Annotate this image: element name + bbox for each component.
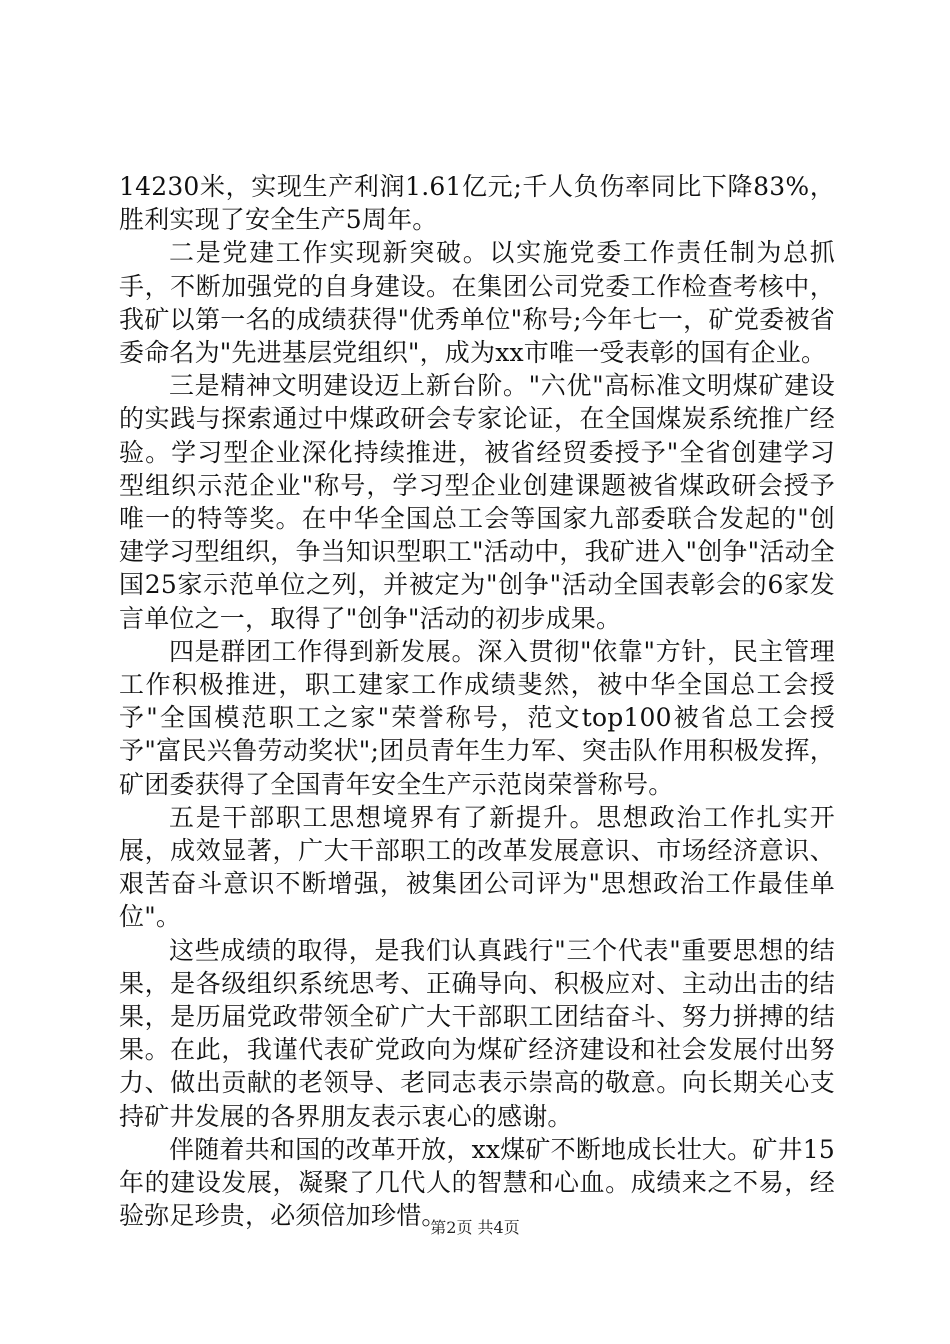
paragraph-development: 伴随着共和国的改革开放，xx煤矿不断地成长壮大。矿井15年的建设发展，凝聚了几代人的智慧和心血。成绩来之不易，经验弥足珍贵，必须倍加珍惜。 bbox=[119, 1134, 835, 1231]
paragraph-party-building: 二是党建工作实现新突破。以实施党委工作责任制为总抓手，不断加强党的自身建设。在集团公司党委工作检查考核中，我矿以第一名的成绩获得"优秀单位"称号;今年七一，矿党委被省委命名为"先进基层党组织"，成为xx市唯一受表彰的国有企业。 bbox=[119, 238, 835, 368]
paragraph-continuation: 14230米，实现生产利润1.61亿元;千人负伤率同比下降83%，胜利实现了安全生产5周年。 bbox=[119, 172, 835, 235]
paragraph-spiritual-civilization: 三是精神文明建设迈上新台阶。"六优"高标准文明煤矿建设的实践与探索通过中煤政研会专家论证，在全国煤炭系统推广经验。学习型企业深化持续推进，被省经贸委授予"全省创建学习型组织示范企业"称号，学习型企业创建课题被省煤政研会授予唯一的特等奖。在中华全国总工会等国家九部委联合发起的"创建学习型组织，争当知识型职工"活动中，我矿进入"创争"活动全国25家示范单位之列，并被定为"创争"活动全国表彰会的6家发言单位之一，取得了"创争"活动的初步成果。 bbox=[119, 371, 835, 633]
page-number-footer: 第2页 共4页 bbox=[430, 1218, 520, 1237]
paragraph-mass-organizations: 四是群团工作得到新发展。深入贯彻"依靠"方针，民主管理工作积极推进，职工建家工作成绩斐然，被中华全国总工会授予"全国模范职工之家"荣誉称号，范文top100被省总工会授予"富民兴鲁劳动奖状";团员青年生力军、突击队作用积极发挥，矿团委获得了全国青年安全生产示范岗荣誉称号。 bbox=[119, 636, 835, 799]
paragraph-cadre-thinking: 五是干部职工思想境界有了新提升。思想政治工作扎实开展，成效显著，广大干部职工的改革发展意识、市场经济意识、艰苦奋斗意识不断增强，被集团公司评为"思想政治工作最佳单位"。 bbox=[119, 802, 835, 932]
document-body bbox=[119, 170, 835, 1233]
paragraph-achievements-summary: 这些成绩的取得，是我们认真践行"三个代表"重要思想的结果，是各级组织系统思考、正确导向、积极应对、主动出击的结果，是历届党政带领全矿广大干部职工团结奋斗、努力拼搏的结果。在此，我谨代表矿党政向为煤矿经济建设和社会发展付出努力、做出贡献的老领导、老同志表示崇高的敬意。向长期关心支持矿井发展的各界朋友表示衷心的感谢。 bbox=[119, 935, 835, 1131]
